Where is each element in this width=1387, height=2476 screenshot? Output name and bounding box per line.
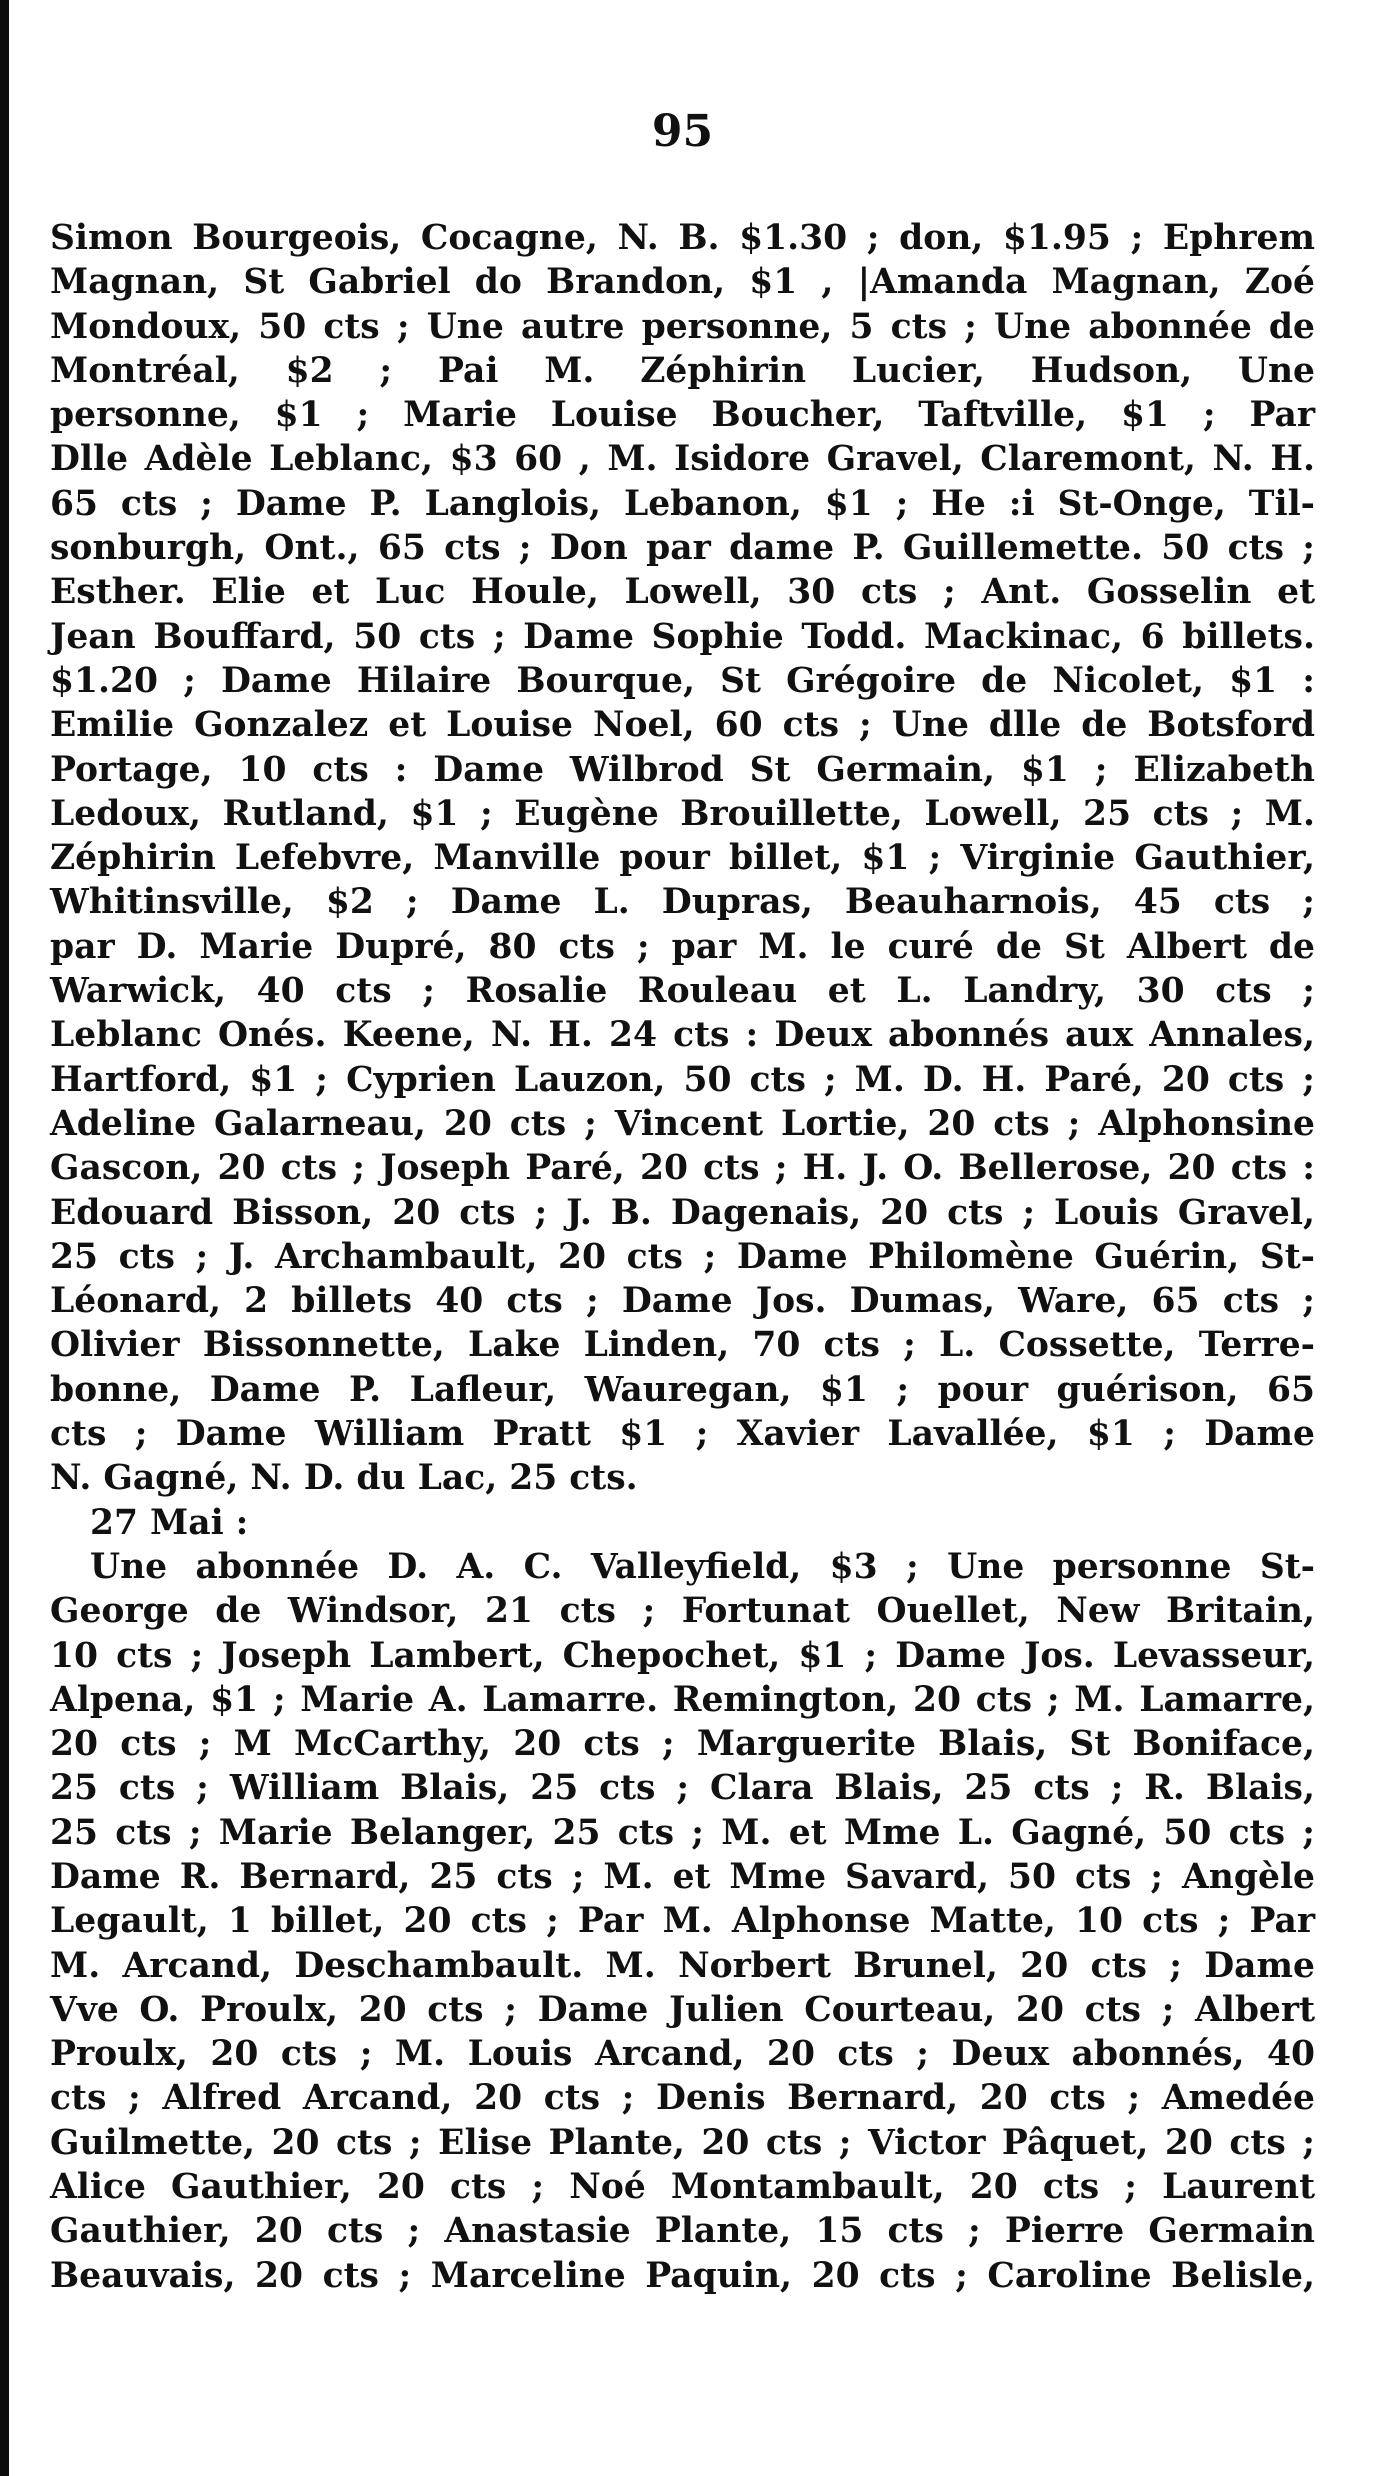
text-line: Simon Bourgeois, Cocagne, N. B. $1.30 ; don, $1.95 ; Ephrem: [50, 218, 1315, 258]
text-line: Portage, 10 cts : Dame Wilbrod St Germain, $1 ; Elizabeth: [50, 749, 1315, 790]
text-line: Ledoux, Rutland, $1 ; Eugène Brouillette, Lowell, 25 cts ; M.: [50, 793, 1315, 834]
document-page: [50, 0, 1315, 2476]
text-line: Une abonnée D. A. C. Valleyfield, $3 ; Une personne St-: [90, 1546, 1315, 1587]
text-line: Alpena, $1 ; Marie A. Lamarre. Remington, 20 cts ; M. Lamarre,: [50, 1679, 1315, 1720]
text-line: Proulx, 20 cts ; M. Louis Arcand, 20 cts ; Deux abonnés, 40: [50, 2034, 1315, 2075]
text-line: cts ; Dame William Pratt $1 ; Xavier Lavallée, $1 ; Dame: [50, 1414, 1315, 1455]
text-line: Gascon, 20 cts ; Joseph Paré, 20 cts ; H. J. O. Bellerose, 20 cts :: [50, 1148, 1315, 1189]
text-line: Léonard, 2 billets 40 cts ; Dame Jos. Dumas, Ware, 65 cts ;: [50, 1281, 1315, 1322]
text-line: sonburgh, Ont., 65 cts ; Don par dame P. Guillemette. 50 cts ;: [50, 528, 1315, 569]
text-line: Guilmette, 20 cts ; Elise Plante, 20 cts ; Victor Pâquet, 20 cts ;: [50, 2122, 1315, 2163]
text-line: 65 cts ; Dame P. Langlois, Lebanon, $1 ; He :i St-Onge, Til-: [50, 483, 1315, 524]
text-line: Adeline Galarneau, 20 cts ; Vincent Lortie, 20 cts ; Alphonsine: [50, 1103, 1315, 1144]
text-line: Mondoux, 50 cts ; Une autre personne, 5 cts ; Une abonnée de: [50, 306, 1315, 347]
text-line: Zéphirin Lefebvre, Manville pour billet, $1 ; Virginie Gauthier,: [50, 838, 1315, 879]
text-line: cts ; Alfred Arcand, 20 cts ; Denis Bernard, 20 cts ; Amedée: [50, 2078, 1315, 2119]
page-number: 95: [651, 106, 714, 157]
text-line: Legault, 1 billet, 20 cts ; Par M. Alphonse Matte, 10 cts ; Par: [50, 1901, 1315, 1942]
text-line: Edouard Bisson, 20 cts ; J. B. Dagenais, 20 cts ; Louis Gravel,: [50, 1192, 1315, 1233]
text-line: bonne, Dame P. Lafleur, Wauregan, $1 ; pour guérison, 65: [50, 1369, 1315, 1410]
date-heading: 27 Mai :: [90, 1502, 249, 1543]
text-line: Leblanc Onés. Keene, N. H. 24 cts : Deux abonnés aux Annales,: [50, 1015, 1315, 1056]
text-line: Alice Gauthier, 20 cts ; Noé Montambault, 20 cts ; Laurent: [50, 2167, 1315, 2208]
text-line: 25 cts ; J. Archambault, 20 cts ; Dame Philomène Guérin, St-: [50, 1236, 1315, 1277]
page-binding-edge: [0, 0, 9, 2476]
body-text: [50, 216, 1315, 2298]
text-line: Gauthier, 20 cts ; Anastasie Plante, 15 cts ; Pierre Germain: [50, 2211, 1315, 2252]
text-line: personne, $1 ; Marie Louise Boucher, Taftville, $1 ; Par: [50, 395, 1315, 436]
text-line: George de Windsor, 21 cts ; Fortunat Ouellet, New Britain,: [50, 1591, 1315, 1632]
text-line: Dlle Adèle Leblanc, $3 60 , M. Isidore Gravel, Claremont, N. H.: [50, 439, 1315, 480]
text-line: Warwick, 40 cts ; Rosalie Rouleau et L. Landry, 30 cts ;: [50, 971, 1315, 1012]
text-line: 20 cts ; M McCarthy, 20 cts ; Marguerite Blais, St Boniface,: [50, 1724, 1315, 1765]
text-line: Beauvais, 20 cts ; Marceline Paquin, 20 cts ; Caroline Belisle,: [50, 2255, 1315, 2296]
text-line: Dame R. Bernard, 25 cts ; M. et Mme Savard, 50 cts ; Angèle: [50, 1856, 1315, 1897]
text-line: 25 cts ; William Blais, 25 cts ; Clara Blais, 25 cts ; R. Blais,: [50, 1768, 1315, 1809]
text-line: Olivier Bissonnette, Lake Linden, 70 cts ; L. Cossette, Terre-: [50, 1325, 1315, 1366]
text-line: Whitinsville, $2 ; Dame L. Dupras, Beauharnois, 45 cts ;: [50, 882, 1315, 923]
text-line: Esther. Elie et Luc Houle, Lowell, 30 cts ; Ant. Gosselin et: [50, 572, 1315, 613]
paragraph-27-mai: [50, 1501, 1315, 2298]
text-line: N. Gagné, N. D. du Lac, 25 cts.: [50, 1458, 638, 1499]
text-line: Hartford, $1 ; Cyprien Lauzon, 50 cts ; M. D. H. Paré, 20 cts ;: [50, 1059, 1315, 1100]
text-line: Vve O. Proulx, 20 cts ; Dame Julien Courteau, 20 cts ; Albert: [50, 1989, 1315, 2030]
text-line: 25 cts ; Marie Belanger, 25 cts ; M. et Mme L. Gagné, 50 cts ;: [50, 1812, 1315, 1853]
text-line: 10 cts ; Joseph Lambert, Chepochet, $1 ; Dame Jos. Levasseur,: [50, 1635, 1315, 1676]
text-line: par D. Marie Dupré, 80 cts ; par M. le curé de St Albert de: [50, 926, 1315, 967]
paragraph-donations-list: [50, 216, 1315, 1501]
text-line: $1.20 ; Dame Hilaire Bourque, St Grégoire de Nicolet, $1 :: [50, 660, 1315, 701]
text-line: Magnan, St Gabriel do Brandon, $1 , |Amanda Magnan, Zoé: [50, 262, 1315, 303]
text-line: Jean Bouffard, 50 cts ; Dame Sophie Todd. Mackinac, 6 billets.: [50, 616, 1315, 657]
text-line: M. Arcand, Deschambault. M. Norbert Brunel, 20 cts ; Dame: [50, 1945, 1315, 1986]
text-line: Emilie Gonzalez et Louise Noel, 60 cts ; Une dlle de Botsford: [50, 705, 1315, 746]
text-line: Montréal, $2 ; Pai M. Zéphirin Lucier, Hudson, Une: [50, 350, 1315, 391]
